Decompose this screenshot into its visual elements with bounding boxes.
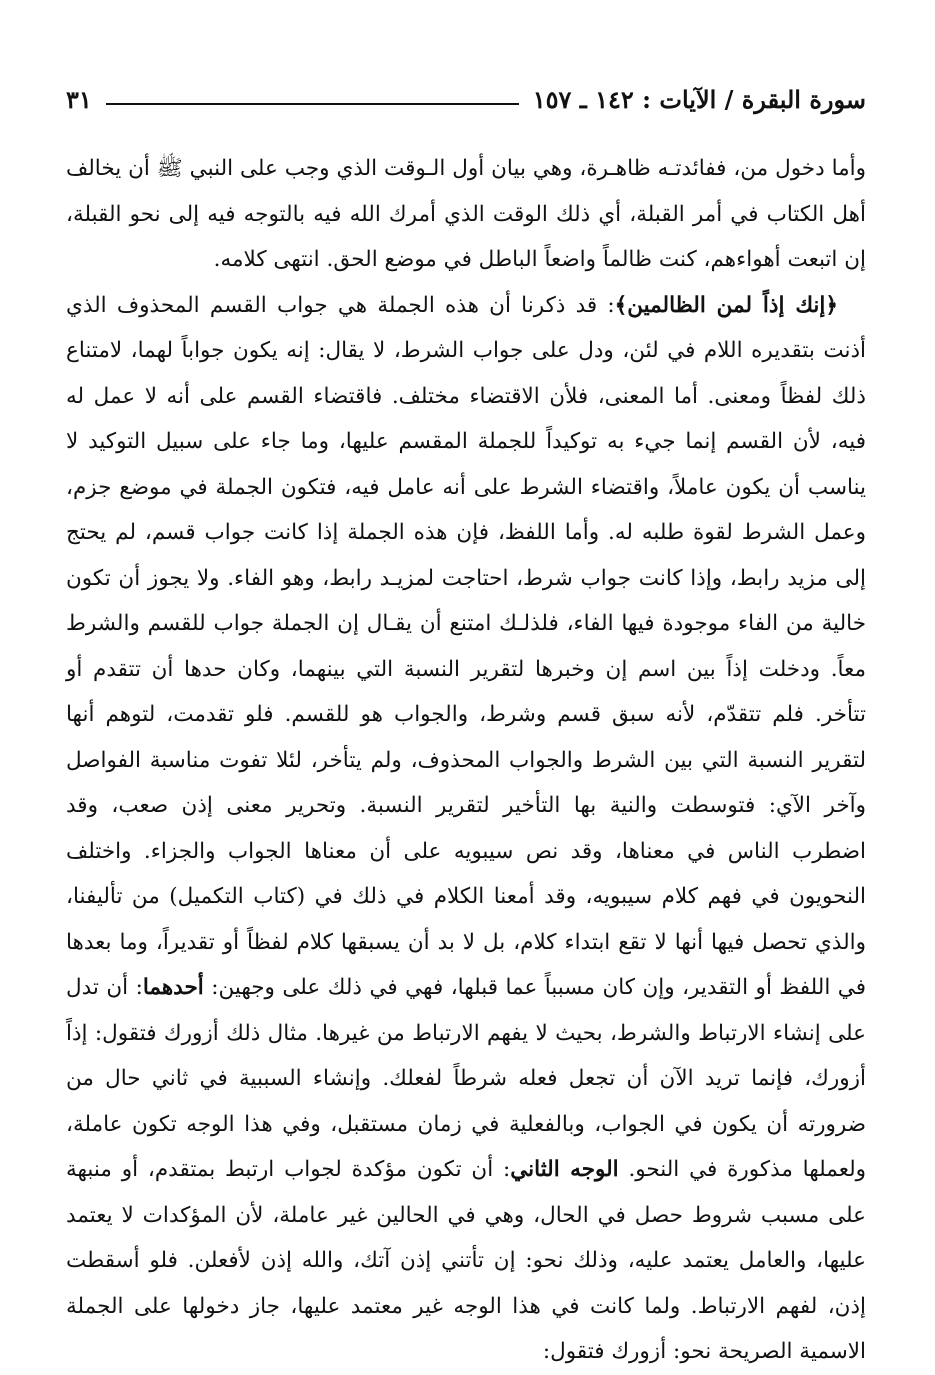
paragraph-2-text-b: : أن تدل على إنشاء الارتباط والشرط، بحيث لا يفهم الارتباط من غيرها. مثال ذلك أزورك فتقول: إذاً أزورك، فإنما تريد الآن أن تجعل فعله شرطاً لفعلك. وإنشاء السببية في ثاني حال من ضرورته أن يكون في الجواب، وبالفعلية في زمان مستقبل، وفي هذا الوجه تكون عاملة، ولعملها مذكورة في النحو. (66, 975, 866, 1182)
first-aspect-label: أحدهما (142, 975, 204, 1000)
quranic-verse: ﴿إنك إذاً لمن الظالمين﴾ (614, 292, 838, 318)
paragraph-2 (66, 283, 866, 1375)
second-aspect-label: الوجه الثاني (510, 1157, 619, 1182)
header-rule (106, 103, 519, 105)
page-number: ٣١ (66, 84, 92, 114)
paragraph-2-text-a: : قد ذكرنا أن هذه الجملة هي جواب القسم المحذوف الذي أذنت بتقديره اللام في لئن، ودل على جواب الشرط، لا يقال: إنه يكون جواباً لهما، لامتناع ذلك لفظاً ومعنى. أما المعنى، فلأن الاقتضاء مختلف. فاقتضاء القسم على أنه لا عمل له فيه، لأن القسم إنما جيء به توكيداً للجملة المقسم عليها، وما جاء على سبيل التوكيد لا يناسب أن يكون عاملاً، واقتضاء الشرط على أنه عامل فيه، فتكون الجملة في موضع جزم، وعمل الشرط لقوة طلبه له. وأما اللفظ، فإن هذه الجملة إذا كانت جواب قسم، لم يحتج إلى مزيد رابط، وإذا كانت جواب شرط، احتاجت لمزيـد رابط، وهو الفاء. ولا يجوز أن تكون خالية من الفاء موجودة فيها الفاء، فلذلـك امتنع أن يقـال إن الجملة جواب للقسم والشرط معاً. ودخلت إذاً بين اسم إن وخبرها لتقرير النسبة التي بينهما، وكان حدها أن تتقدم أو تتأخر. فلم تتقدّم، لأنه سبق قسم وشرط، والجواب هو للقسم. فلو تقدمت، لتوهم أنها لتقرير النسبة التي بين الشرط والجواب المحذوف، ولم يتأخر، لئلا تفوت مناسبة الفواصل وآخر الآي: فتوسطت والنية بها التأخير لتقرير النسبة. وتحرير معنى إذن صعب، وقد اضطرب الناس في معناها، وقد نص سيبويه على أن معناها الجواب والجزاء. واختلف النحويون في فهم كلام سيبويه، وقد أمعنا الكلام في ذلك في (كتاب التكميل) من تأليفنا، والذي تحصل فيها أنها لا تقع ابتداء كلام، بل لا بد أن يسبقها كلام لفظاً أو تقديراً، وما بعدها في اللفظ أو التقدير، وإن كان مسبباً عما قبلها، فهي في ذلك على وجهين: (66, 292, 866, 1000)
paragraph-1 (66, 146, 866, 283)
paragraph-2-text-c: : أن تكون مؤكدة لجواب ارتبط بمتقدم، أو منبهة على مسبب شروط حصل في الحال، وهي في الحالين غير عاملة، لأن المؤكدات لا يعتمد عليها، والعامل يعتمد عليه، وذلك نحو: إن تأتني إذن آتك، والله إذن لأفعلن. فلو أسقطت إذن، لفهم الارتباط. ولما كانت في هذا الوجه غير معتمد عليها، جاز دخولها على الجملة الاسمية الصريحة نحو: أزورك فتقول: (66, 1157, 866, 1364)
sura-title: سورة البقرة / الآيات : ١٤٢ ـ ١٥٧ (532, 84, 866, 114)
page-body (66, 146, 866, 1375)
page-header (66, 78, 866, 120)
paragraph-1-text: وأما دخول من، ففائدتـه ظاهـرة، وهي بيان أول الـوقت الذي وجب على النبي ﷺ أن يخالف أهل الكتاب في أمر القبلة، أي ذلك الوقت الذي أمرك الله فيه بالتوجه فيه إلى نحو القبلة، إن اتبعت أهواءهم، كنت ظالماً واضعاً الباطل في موضع الحق. انتهى كلامه. (66, 156, 866, 272)
page (66, 78, 866, 1375)
